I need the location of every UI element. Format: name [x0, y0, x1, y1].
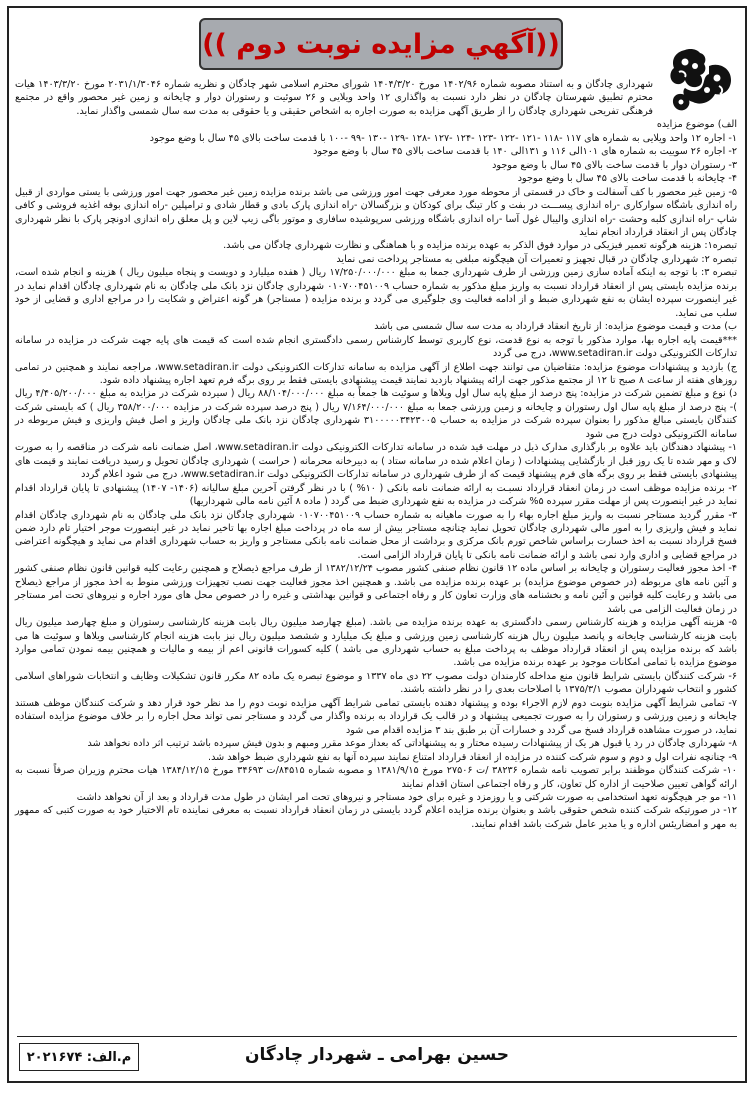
note-3: تبصره ۳: با توجه به اینکه آماده سازی زمین ورزشی از طرف شهرداری جمعا به مبلغ ۱۷/۲۵۰/۰۰۰/۰۰۰ ریال ( هفده میلیارد و دویست و پنجاه میلیون ریال ) هزینه و انجام شده است، برنده مزایده بایستی پس از انعقاد قرارداد نسبت به واریز مبلغ مذکور به شماره حساب ۰۱۰۷۰۰۴۵۱۰۰۹ شهرداری چادگان نزد بانک ملی چادگان به نام شهرداری چادگان اقدام نماید در غیر اینصورت سپرده ایشان به نفع شهرداری ضبط و از ادامه فعالیت وی جلوگیری می گردد و برنده مزایده ( مستاجر) هر گونه اعتراض و شکایت را در مراجع اداری و قضایی از خود سلب می نماید.: [15, 267, 738, 319]
clause-9: ۹- چنانچه نفرات اول و دوم و سوم شرکت کننده در مزایده از انعقاد قرارداد امتناع نمایند سپرده آنها به نفع شهرداری ضبط خواهد شد.: [208, 751, 737, 763]
item-suites: ۲- اجاره ۲۶ سوییت به شماره های ۱۰۱الی ۱۱۶ و ۱۳۱الی ۱۴۰ با قدمت ساخت بالای ۴۵ سال با وضع موجود: [313, 146, 737, 158]
header: [9, 8, 745, 82]
section-c-visit: ج) بازدید و پیشنهادات موضوع مزایده: متقاضیان می توانند جهت اطلاع از آگهی مزایده به سامانه تدارکات الکترونیکی دولت www.setadiran.ir، مراجعه نمایند و همچنین در تمامی روزهای هفته از ساعت ۸ صبح تا ۱۲ از مجتمع مذکور جهت ارائه پیشنهاد بازدید نمایند قیمت پیشنهادی بایستی فقط بر روی برگه فرم تعهد اجاره پیشنهاد داده شود.: [15, 361, 737, 386]
intro-paragraph: شهرداری چادگان و به استناد مصوبه شماره ۱۴۰۲/۹۶ مورخ ۱۴۰۴/۳/۲۰ شورای محترم اسلامی شهر چادگان و نظریه شماره ۲۰۳۱/۱/۳۰۴۶ مورخ ۱۴۰۳/۳/۲۰ هیات محترم تطبیق شهرستان چادگان در نظر دارد نسبت به واگذاری ۱۲ واحد ویلایی و ۲۶ سوئیت و رستوران دوار و چایخانه و زمین غیر محصور واقع در مجتمع فرهنگی تفریحی شهرداری چادگان را از طریق آگهی مزایده به صورت اجاره به اشخاص حقیقی و یا حقوقی به مدت سه سال شمسی واگذار نماید.: [15, 79, 653, 117]
announcement-body: [15, 78, 737, 831]
section-b-duration: ب) مدت و قیمت موضوع مزایده: از تاریخ انعقاد قرارداد به مدت سه سال شمسی می باشد: [374, 321, 737, 333]
title-banner: [199, 18, 563, 70]
note-1: تبصره۱: هزینه هرگونه تعمیر فیزیکی در موارد فوق الذکر به عهده برنده مزایده و با هماهنگی و نظارت شهرداری چادگان می باشد.: [223, 240, 737, 252]
clause-2: ۲- برنده مزایده موظف است در زمان انعقاد قرارداد نسبـت به ارائه ضمانت نامه بانکی ( ۱۰% ) با در نظر گرفتن آخرین مبلغ سالیانه (۱۴۰۶- ۱۴۰۷) پیشنهادی تا پایان قرارداد اقدام نماید در غیر اینصورت پس از مهلت مقرر سپرده ۵% شرکت در مزایده به نفع شهرداری ضبط می گردد ( ماده ۸ آئین نامه مالی شهرداریها): [15, 482, 737, 508]
clause-10: ۱۰- شرکت کنندگان موظفند برابر تصویب نامه شماره ۳۸۲۳۶ /ت ۲۷۵۰۶ مورخ ۱۳۸۱/۹/۱۵ و مصوبه شماره ۸۴۵۱۵/ت ۳۴۶۹۳ مورخ ۱۳۸۴/۱۲/۱۵ هیات محترم وزیران صرفاً نسبت به ارائه گواهی تعیین صلاحیت از اداره کل تعاون، کار و رفاه اجتماعی استان اقدام نمایند: [15, 765, 737, 790]
item-restaurant: ۳- رستوران دوار با قدمت ساخت بالای ۴۵ سال با وضع موجود: [492, 159, 737, 171]
clause-8: ۸- شهرداری چادگان در رد یا قبول هر یک از پیشنهادات رسیده مختار و به پیشنهاداتی که بعداز موعد مقرر ومبهم و بدون فیش سپرده باشد ترتیب اثر داده نخواهد شد: [87, 738, 737, 750]
mayor-signature: حسین بهرامی ـ شهردار چادگان: [245, 1045, 509, 1065]
clause-4: ۴- اخذ مجوز فعالیت رستوران و چایخانه بر اساس ماده ۱۲ قانون نظام صنفی کشور مصوب ۱۳۸۲/۱۲/۲۴ از طرف مراجع ذیصلاح و همچنین رعایت کلیه قوانین قانون نظام صنفی کشور و آئین نامه های مربوطه (در خصوص موضوع مزایده) بر عهده برنده مزایده می باشد. و همچنین اخذ مجوز فعالیت جهت نصب تجهیزات ورزشی منوط به اخذ مجوز از مراجع ذیصلاح می باشد و رعایت کلیه قوانین و آئین نامه و بخشنامه های وزارت تعاون کار و رفاه اجتماعی و قوانین بهداشتی و غیره را در خصوص محل های مورد اجاره و نیروهای تحت امر مستاجر در زمان فعالیت الزامی می باشد: [15, 563, 737, 615]
page-title: ((آگهي مزايده نوبت دوم )): [202, 28, 560, 60]
announcement-page: [7, 6, 747, 1083]
clause-7: ۷- تمامی شرایط آگهی مزایده بنوبت دوم لازم الاجراء بوده و پیشنهاد دهنده بایستی تمامی شرایط آگهی مزایده نوبت دوم را مد نظر خود قرار دهد و شرکت کنندگان موظف هستند چایخانه و زمین ورزشی و رستوران را به صورت تجمیعی پیشنهاد و در قالب یک قرارداد به برنده واگذار می گردد و مستاجر نمی تواند محل اجاره را بر خلاف موضوع مزایده استفاده نماید، در صورت مشاهده قرارداد فسخ می گردد و خسارات آن بر طبق بند ۳ مزایده اقدام می شود: [15, 697, 737, 736]
publication-code: م.الف: ۲۰۲۱۶۷۴: [19, 1043, 139, 1071]
clause-6: ۶- شرکت کنندگان بایستی شرایط قانون منع مداخله کارمندان دولت مصوب ۲۲ دی ماه ۱۳۳۷ و موضوع تبصره یک ماده ۸۲ مکرر قانون تشکیلات وظایف و انتخابات شوراهای اسلامی کشور و انتخاب شهرداران مصوب ۱۳۷۵/۳/۱ با اصلاحات بعدی را در نظر داشته باشند.: [15, 670, 737, 696]
footer-divider: [17, 1036, 737, 1037]
clause-11: ۱۱- مو جر هیچگونه تعهد استخدامی به صورت شرکتی و یا روزمزد و غیره برای خود مستاجر و نیروهای تحت امر ایشان در طول مدت قرارداد و بعد از آن نخواهد داشت: [76, 792, 737, 804]
clause-1: ۱- پیشنهاد دهندگان باید علاوه بر بارگذاری مدارک ذیل در مهلت قید شده در سامانه تدارکات الکترونیکی دولت www.setadiran.ir، اصل ضمانت نامه شرکت در مناقصه را به صورت لاک و مهر شده تا یک روز قبل از بازگشایی پیشنهادات ( زمان اعلام شده در سامانه ستاد ) به دبیرخانه محرمانه ( حراست ) شهرداری چادگان تحویل و رسید دریافت نمایند و قیمت های پیشنهادی بایستی فقط بر روی برگه های فرم پیشنهاد قیمت که از طرف شهرداری در سامانه تدارکات الکترونیکی دولت www.setadiran.ir، درج می شود اعلام گردد: [15, 442, 737, 481]
section-d-guarantee: د) نوع و مبلغ تضمین شرکت در مزایده: پنج درصد از مبلغ پایه سال اول ویلاها و سوئیت ها جمعاً به مبلغ ۸۸/۱۰۴/۰۰۰/۰۰۰ ریال ( سیرده شرکت در مزایده به مبلغ ۴/۴۰۵/۲۰۰/۰۰۰ ریال )- پنج درصد از مبلغ پایه سال اول رستوران و چایخانه و زمین ورزشی جمعا به مبلغ ۷/۱۶۴/۰۰۰/۰۰۰ ریال ( پنج درصد سپرده شرکت در مزایده ۳۵۸/۲۰۰/۰۰۰ ریال ) که بایستی شرکت کنندگان بایستی مبالغ مذکور را بعنوان سپرده شرکت در مزایده به حساب ۳۱۰۰۰۰۰۳۴۲۳۰۰۵ شهرداری چادگان نزد بانک ملی چادگان واریز و اصل فیش واریزی و فیش مربوطه در سامانه الکترونیکی دولت درج می شود: [15, 388, 737, 440]
section-a-heading: الف) موضوع مزایده: [656, 119, 737, 131]
clause-3: ۳- مقرر گردید مستاجر نسبت به واریز مبلغ اجاره بهاء را به صورت ماهیانه به شماره حساب ۰۱۰۷۰۰۴۵۱۰۰۹ شهرداری چادگان نزد بانک ملی چادگان به نام شهرداری چادگان اقدام نماید و فیش واریزی را به امور مالی شهرداری چادگان تحویل نماید چنانچه مستاجر بیش از سه ماه در پرداخت مبلغ اجاره بها تاخیر نماید در غیر اینصورت موجر اختیار تام دارد ضمن فسخ قرارداد نسبت به اخذ خسارت براساس شاخص تورم بانک مرکزی و برداشت از محل ضمانت نامه بانکی مستاجر و واریز به حساب شهرداری اقدام می نماید و هیچگونه اعتراضی در مراجع قضایی و اداری وارد نمی باشد و ارائه ضمانت نامه بانکی تا پایان قرارداد الزامی است.: [15, 509, 737, 561]
note-2: تبصره ۲: شهرداری چادگان در قبال تجهیز و تعمیرات آن هیچگونه مبلغی به مستاجر پرداخت نمی نماید: [336, 253, 737, 265]
clause-12: ۱۲- در صورتیکه شرکت کننده شخص حقوقی باشد و بعنوان برنده مزایده اعلام گردد بایستی در زمان انعقاد قرارداد نسبت به معرفی نماینده تام الاختیار خود به صورت کتبی که ممهور به مهر و امضاریئس اداره و یا مدیر عامل شرکت باشد اقدام نمایند.: [15, 805, 737, 830]
item-villas: ۱- اجاره ۱۲ واحد ویلایی به شماره های ۱۱۷ -۱۱۸ -۱۲۱ -۱۲۲ -۱۲۳ -۱۲۴ -۱۲۷ -۱۲۸ -۱۲۹ -۱۳۰ -۹۹ -۱۰۰ با قدمت ساخت بالای ۴۵ سال با وضع موجود: [149, 132, 737, 144]
item-teahouse: ۴- چایخانه با قدمت ساخت بالای ۴۵ سال با وضع موجود: [517, 173, 737, 185]
footer: [19, 1043, 735, 1069]
base-price-note: ***قیمت پایه اجاره بها، موارد مذکور با توجه به نوع قدمت، نوع کاربری توسط کارشناس رسمی دادگستری انجام شده است که قیمت های پایه جهت شرکت در مزایده در سامانه تدارکات الکترونیکی دولت www.setadiran.ir، درج می گردد: [15, 334, 737, 360]
item-sports-land: ۵- زمین غیر محصور با کف آسفالت و خاک در قسمتی از محوطه مورد معرفی جهت امور ورزشی می باشد برنده مزایده زمین غیر محصور جهت امور ورزشی با یستی مواردی از قبیل راه اندازی باشگاه سوارکاری -راه اندازی پیســـت در بفت و کار تینگ برای کودکان و بزرگسالان -راه اندازی پارک بادی و قطار شادی و ترامپلین -راه اندازی بوفه اغذیه فروشی و کافی شاپ -راه اندازی کلبه وحشت -راه اندازی والیبال غول آسا -راه اندازی باشگاه ورزشی سرپوشیده سافاری و موتور باگی زیپ لاین و پل معلق راه اندازی ادونچر پارک با نظر شهرداری چادگان پس از انعقاد قرارداد انجام نماید: [15, 186, 737, 238]
clause-5: ۵- هزینه آگهی مزایده و هزینه کارشناس رسمی دادگستری به عهده برنده مزایده می باشد. (مبلغ چهارصد میلیون ریال بابت هزینه کارشناسی رستوران و مبلغ چهارصد میلیون ریال بابت هزینه کارشناسی چایخانه و پانصد میلیون ریال هزینه کارشناسی زمین ورزشی و مبلغ یک میلیارد و ششصد میلیون ریال نیز بابت هزینه انجام کارشناسی ویلاها و سوئیت ها می باشد که برنده مزایده پس از انعقاد قرارداد موظف به پرداخت مبلغ به حساب شهرداری می باشد ) کلیه کسورات قانونی اعم از بیمه و مالیات و همچنین بیمه نمودن تمامی موارد موضوع مزایده با تمامی امکانات موجود بر عهده برنده مزایده می باشد.: [15, 617, 737, 669]
